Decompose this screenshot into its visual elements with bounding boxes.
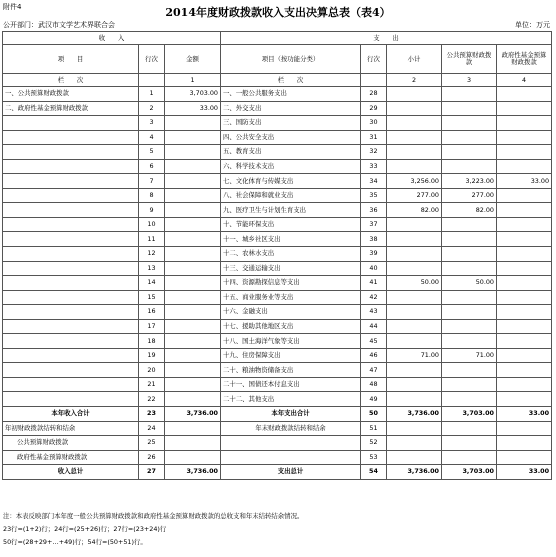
table-row [3, 247, 552, 262]
expense-subtotal [387, 87, 442, 102]
expense-row-no: 38 [361, 232, 387, 247]
expense-subtotal [387, 363, 442, 378]
income-row-no: 14 [139, 276, 165, 291]
income-row-no: 7 [139, 174, 165, 189]
income-amount [165, 348, 221, 363]
income-item [3, 305, 139, 320]
income-amount [165, 116, 221, 131]
income-row-no: 18 [139, 334, 165, 349]
expense-rowno-header: 行次 [361, 45, 387, 74]
expense-item: 十三、交通运输支出 [221, 261, 361, 276]
expense-row-no: 39 [361, 247, 387, 262]
expense-subtotal: 71.00 [387, 348, 442, 363]
note-line-3: 50行=(28+29+…+49)行；54行=(50+51)行。 [3, 538, 147, 546]
income-row-no: 10 [139, 217, 165, 232]
table-row [3, 290, 552, 305]
expense-row-no: 41 [361, 276, 387, 291]
expense-subtotal [387, 319, 442, 334]
expense-fund [497, 101, 552, 116]
expense-fund [497, 276, 552, 291]
expense-fund [497, 130, 552, 145]
carry-in-label: 年初财政拨款结转和结余 [3, 421, 139, 436]
expense-row-no: 44 [361, 319, 387, 334]
expense-subtotal [387, 130, 442, 145]
income-item [3, 392, 139, 407]
grand-expense-label: 支出总计 [221, 465, 361, 480]
expense-fund [497, 188, 552, 203]
income-item [3, 363, 139, 378]
note-line-1: 注：本表反映部门本年度一般公共预算财政拨款和政府性基金预算财政拨款的总收支和年末结转结余情况。 [3, 512, 304, 520]
income-total-amount: 3,736.00 [165, 407, 221, 422]
col-number-3: 3 [442, 74, 497, 87]
expense-item: 十六、金融支出 [221, 305, 361, 320]
expense-item: 十七、援助其他地区支出 [221, 319, 361, 334]
table-row [3, 334, 552, 349]
grand-income-no: 27 [139, 465, 165, 480]
expense-row-no: 34 [361, 174, 387, 189]
income-item [3, 188, 139, 203]
income-item [3, 130, 139, 145]
table-row [3, 232, 552, 247]
expense-row-no: 30 [361, 116, 387, 131]
fund-carry-row [3, 450, 552, 465]
income-lanci: 栏 次 [3, 74, 139, 87]
income-row-no: 6 [139, 159, 165, 174]
expense-row-no: 31 [361, 130, 387, 145]
expense-public [442, 87, 497, 102]
expense-public [442, 232, 497, 247]
table-row [3, 276, 552, 291]
expense-row-no: 37 [361, 217, 387, 232]
income-row-no: 13 [139, 261, 165, 276]
income-item [3, 247, 139, 262]
expense-item: 八、社会保障和就业支出 [221, 188, 361, 203]
expense-item: 二、外交支出 [221, 101, 361, 116]
public-carry-no: 25 [139, 436, 165, 451]
expense-public: 3,223.00 [442, 174, 497, 189]
expense-subtotal [387, 377, 442, 392]
income-row-no: 22 [139, 392, 165, 407]
expense-row-no: 40 [361, 261, 387, 276]
expense-public [442, 290, 497, 305]
expense-row-no: 35 [361, 188, 387, 203]
expense-total-fund: 33.00 [497, 407, 552, 422]
income-item [3, 276, 139, 291]
income-amount [165, 145, 221, 160]
fund-budget-header: 政府性基金预算财政拨款 [497, 45, 552, 74]
expense-fund [497, 319, 552, 334]
expense-subtotal [387, 116, 442, 131]
note-line-2: 23行=(1+2)行；24行=(25+26)行；27行=(23+24)行 [3, 525, 167, 533]
expense-public: 71.00 [442, 348, 497, 363]
expense-subtotal: 50.00 [387, 276, 442, 291]
expense-fund [497, 145, 552, 160]
income-item: 二、政府性基金预算财政拨款 [3, 101, 139, 116]
expense-subtotal: 82.00 [387, 203, 442, 218]
income-row-no: 3 [139, 116, 165, 131]
expense-row-no: 45 [361, 334, 387, 349]
expense-public [442, 130, 497, 145]
col-number-2: 2 [387, 74, 442, 87]
expense-row-no: 33 [361, 159, 387, 174]
expense-row-no: 28 [361, 87, 387, 102]
expense-fund [497, 247, 552, 262]
grand-total-row [3, 465, 552, 480]
expense-subtotal [387, 261, 442, 276]
income-amount [165, 305, 221, 320]
income-amount: 3,703.00 [165, 87, 221, 102]
table-row [3, 392, 552, 407]
table-row [3, 159, 552, 174]
income-item [3, 145, 139, 160]
expense-public [442, 305, 497, 320]
expense-public [442, 116, 497, 131]
expense-public [442, 377, 497, 392]
carry-in-no: 24 [139, 421, 165, 436]
column-header-row [3, 45, 552, 74]
expense-fund [497, 203, 552, 218]
expense-item: 十八、国土海洋气象等支出 [221, 334, 361, 349]
expense-public [442, 145, 497, 160]
expense-row-no: 36 [361, 203, 387, 218]
income-row-no: 5 [139, 145, 165, 160]
expense-fund [497, 159, 552, 174]
income-item [3, 217, 139, 232]
grand-expense-public: 3,703.00 [442, 465, 497, 480]
expense-total-public: 3,703.00 [442, 407, 497, 422]
table-row [3, 217, 552, 232]
expense-public [442, 247, 497, 262]
expense-fund [497, 232, 552, 247]
income-item [3, 290, 139, 305]
income-amount [165, 261, 221, 276]
income-amount [165, 174, 221, 189]
table-row [3, 363, 552, 378]
expense-header: 支 出 [221, 32, 552, 45]
income-amount [165, 392, 221, 407]
unit-label: 单位：万元 [515, 21, 550, 29]
income-item [3, 261, 139, 276]
expense-subtotal: 3,256.00 [387, 174, 442, 189]
income-row-no: 21 [139, 377, 165, 392]
public-carry-label: 公共预算财政拨款 [3, 436, 139, 451]
expense-total-label: 本年支出合计 [221, 407, 361, 422]
expense-fund [497, 377, 552, 392]
budget-table [2, 31, 552, 480]
expense-item: 二十、粮油物资储备支出 [221, 363, 361, 378]
expense-item: 六、科学技术支出 [221, 159, 361, 174]
table-row [3, 305, 552, 320]
income-row-no: 1 [139, 87, 165, 102]
expense-item: 十四、资源勘探信息等支出 [221, 276, 361, 291]
income-amount [165, 290, 221, 305]
expense-item: 一、一般公共服务支出 [221, 87, 361, 102]
income-amount: 33.00 [165, 101, 221, 116]
income-amount [165, 203, 221, 218]
income-row-no: 8 [139, 188, 165, 203]
income-item [3, 203, 139, 218]
income-amount [165, 247, 221, 262]
table-row [3, 319, 552, 334]
subtotal-header: 小计 [387, 45, 442, 74]
public-carry-row [3, 436, 552, 451]
income-row-no: 15 [139, 290, 165, 305]
expense-row-no: 29 [361, 101, 387, 116]
income-rowno-header: 行次 [139, 45, 165, 74]
page-title: 2014年度财政拨款收入支出决算总表（表4） [165, 6, 391, 19]
expense-subtotal [387, 232, 442, 247]
income-amount [165, 334, 221, 349]
expense-public [442, 363, 497, 378]
expense-fund [497, 305, 552, 320]
expense-subtotal [387, 334, 442, 349]
expense-fund [497, 290, 552, 305]
income-amount [165, 188, 221, 203]
carry-out-no: 51 [361, 421, 387, 436]
table-row [3, 101, 552, 116]
expense-row-no: 42 [361, 290, 387, 305]
income-item [3, 174, 139, 189]
expense-subtotal [387, 305, 442, 320]
row-no-52: 52 [361, 436, 387, 451]
expense-item: 十二、农林水支出 [221, 247, 361, 262]
income-item [3, 334, 139, 349]
table-row [3, 87, 552, 102]
income-amount [165, 377, 221, 392]
table-row [3, 188, 552, 203]
section-header-row [3, 32, 552, 45]
expense-item: 二十二、其他支出 [221, 392, 361, 407]
row-no-53: 53 [361, 450, 387, 465]
expense-total-no: 50 [361, 407, 387, 422]
income-amount [165, 276, 221, 291]
expense-subtotal [387, 145, 442, 160]
expense-item: 五、教育支出 [221, 145, 361, 160]
public-budget-header: 公共预算财政拨款 [442, 45, 497, 74]
expense-public [442, 217, 497, 232]
table-row [3, 116, 552, 131]
expense-public [442, 101, 497, 116]
table-row [3, 377, 552, 392]
expense-fund [497, 116, 552, 131]
grand-expense-fund: 33.00 [497, 465, 552, 480]
income-amount [165, 232, 221, 247]
expense-fund [497, 348, 552, 363]
expense-lanci: 栏 次 [221, 74, 361, 87]
department-label: 公开部门：武汉市文学艺术界联合会 [3, 21, 115, 29]
income-item [3, 159, 139, 174]
expense-public [442, 261, 497, 276]
income-item [3, 377, 139, 392]
expense-item: 十九、住房保障支出 [221, 348, 361, 363]
expense-fund [497, 261, 552, 276]
table-row [3, 203, 552, 218]
col-number-1: 1 [165, 74, 221, 87]
expense-item: 二十一、国债还本付息支出 [221, 377, 361, 392]
income-row-no: 4 [139, 130, 165, 145]
expense-fund [497, 217, 552, 232]
income-item [3, 116, 139, 131]
grand-expense-no: 54 [361, 465, 387, 480]
expense-subtotal [387, 159, 442, 174]
income-total-label: 本年收入合计 [3, 407, 139, 422]
expense-row-no: 49 [361, 392, 387, 407]
income-row-no: 12 [139, 247, 165, 262]
expense-item: 十、节能环保支出 [221, 217, 361, 232]
expense-subtotal: 277.00 [387, 188, 442, 203]
expense-subtotal [387, 392, 442, 407]
column-number-row [3, 74, 552, 87]
expense-public [442, 159, 497, 174]
table-row [3, 348, 552, 363]
income-amount [165, 130, 221, 145]
expense-fund [497, 363, 552, 378]
col-number-4: 4 [497, 74, 552, 87]
expense-subtotal [387, 217, 442, 232]
expense-row-no: 48 [361, 377, 387, 392]
expense-fund [497, 392, 552, 407]
income-row-no: 16 [139, 305, 165, 320]
income-row-no: 20 [139, 363, 165, 378]
expense-item: 九、医疗卫生与计划生育支出 [221, 203, 361, 218]
income-header: 收 入 [3, 32, 221, 45]
table-row [3, 174, 552, 189]
fund-carry-label: 政府性基金预算财政拨款 [3, 450, 139, 465]
expense-subtotal [387, 247, 442, 262]
income-item [3, 232, 139, 247]
income-total-no: 23 [139, 407, 165, 422]
expense-item: 七、文化体育与传媒支出 [221, 174, 361, 189]
grand-income-label: 收入总计 [3, 465, 139, 480]
income-row-no: 11 [139, 232, 165, 247]
expense-item-header: 项目（按功能分类） [221, 45, 361, 74]
income-amount [165, 319, 221, 334]
expense-subtotal [387, 101, 442, 116]
year-total-row [3, 407, 552, 422]
attachment-label: 附件4 [3, 3, 22, 11]
income-amount [165, 217, 221, 232]
income-amount [165, 159, 221, 174]
fund-carry-no: 26 [139, 450, 165, 465]
table-row [3, 145, 552, 160]
expense-fund: 33.00 [497, 174, 552, 189]
expense-row-no: 43 [361, 305, 387, 320]
expense-item: 四、公共安全支出 [221, 130, 361, 145]
table-row [3, 130, 552, 145]
grand-expense-subtotal: 3,736.00 [387, 465, 442, 480]
income-item-header: 项 目 [3, 45, 139, 74]
carry-row [3, 421, 552, 436]
income-row-no: 2 [139, 101, 165, 116]
expense-public: 277.00 [442, 188, 497, 203]
expense-public [442, 392, 497, 407]
income-item: 一、公共预算财政拨款 [3, 87, 139, 102]
table-row [3, 261, 552, 276]
income-row-no: 9 [139, 203, 165, 218]
expense-subtotal [387, 290, 442, 305]
income-amount [165, 363, 221, 378]
expense-item: 三、国防支出 [221, 116, 361, 131]
income-amount-header: 金额 [165, 45, 221, 74]
expense-public: 82.00 [442, 203, 497, 218]
expense-fund [497, 334, 552, 349]
expense-item: 十一、城乡社区支出 [221, 232, 361, 247]
income-item [3, 319, 139, 334]
expense-public [442, 319, 497, 334]
expense-item: 十五、商业服务业等支出 [221, 290, 361, 305]
income-item [3, 348, 139, 363]
expense-fund [497, 87, 552, 102]
expense-row-no: 46 [361, 348, 387, 363]
expense-total-subtotal: 3,736.00 [387, 407, 442, 422]
grand-income-amount: 3,736.00 [165, 465, 221, 480]
income-row-no: 17 [139, 319, 165, 334]
expense-public [442, 334, 497, 349]
expense-public: 50.00 [442, 276, 497, 291]
income-row-no: 19 [139, 348, 165, 363]
expense-row-no: 47 [361, 363, 387, 378]
expense-row-no: 32 [361, 145, 387, 160]
carry-out-label: 年末财政拨款结转和结余 [221, 421, 361, 436]
